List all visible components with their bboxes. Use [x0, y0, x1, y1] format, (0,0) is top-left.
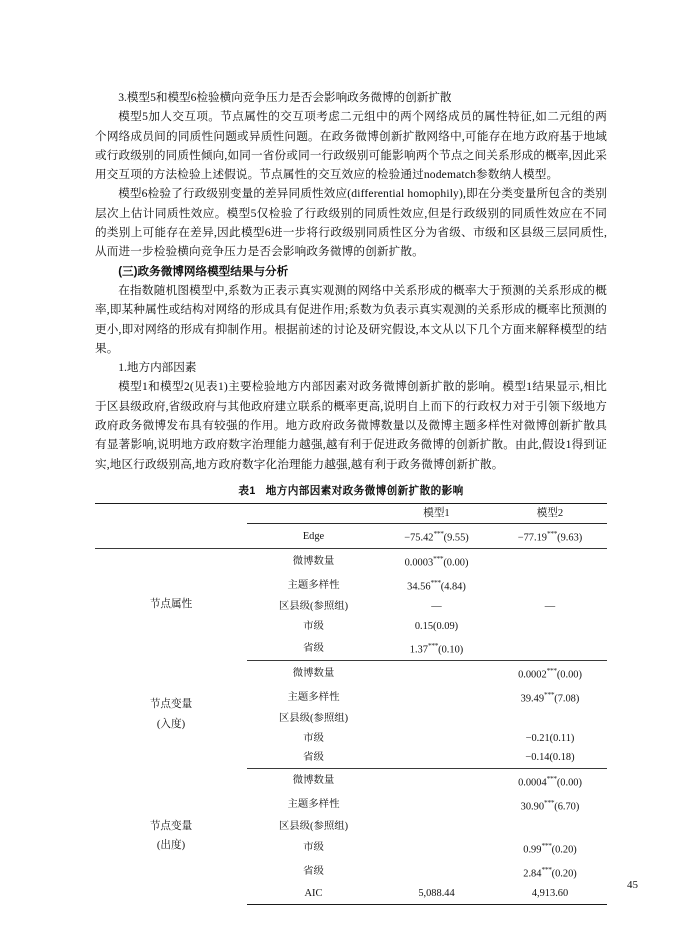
article-body [95, 88, 607, 905]
group-label-line2: (入度) [156, 718, 186, 730]
row-item-label: AIC [247, 884, 380, 904]
row-item-label: 市级 [303, 620, 324, 632]
row-model2-value: 4,913.60 [493, 884, 607, 904]
row-item-label: 区县级(参照组) [278, 820, 349, 832]
row-model1-value [380, 748, 493, 768]
row-model2-value: −0.14(0.18) [493, 748, 607, 768]
table-caption [95, 483, 607, 498]
row-model1-value [380, 817, 493, 837]
row-model2-value: 0.99***(0.20) [523, 841, 577, 856]
table-row [95, 661, 607, 685]
row-model1-value: −75.42***(9.55) [380, 524, 493, 549]
page-number: 45 [627, 879, 638, 891]
table-row [95, 524, 607, 549]
row-item-label: 区县级(参照组) [278, 713, 349, 725]
row-model2-value: 0.0002***(0.00) [518, 666, 582, 681]
row-item-label: 主题多样性 [287, 579, 340, 591]
row-model1-value [380, 685, 493, 709]
row-model1-value [380, 661, 493, 685]
row-group-cell [95, 768, 247, 904]
row-model1-value: 5,088.44 [380, 884, 493, 904]
row-model1-value: — [431, 601, 442, 613]
section-heading-3: 3.模型5和模型6检验横向竞争压力是否会影响政务微博的创新扩散 [118, 91, 452, 104]
row-model1-value [380, 793, 493, 817]
row-group-cell [95, 524, 247, 549]
row-model2-value [493, 549, 607, 573]
table-row [95, 549, 607, 573]
row-model2-value [493, 636, 607, 660]
row-model1-value [380, 836, 493, 860]
row-model1-value: 0.15(0.09) [414, 620, 459, 632]
row-item-label: 微博数量 [292, 667, 335, 679]
row-model1-value: 34.56***(4.84) [407, 578, 466, 593]
row-model2-value [493, 709, 607, 729]
paragraph-local-factors: 模型1和模型2(见表1)主要检验地方内部因素对政务微博创新扩散的影响。模型1结果显示,相比于区县级政府,省级政府与其他政府建立联系的概率更高,说明自上而下的行政权力对于引领下级地方政府政务微博发布具有较强的作用。地方政府政务微博数量以及微博主题多样性对微博创新扩散具有显著影响,说明地方政府数字治理能力越强,越有利于促进政务微博的创新扩散。由此,假设1得到证实,地区行政级别高,地方政府数字化治理能力越强,越有利于政务微博创新扩散。 [95, 380, 607, 471]
row-item-label: 主题多样性 [287, 691, 340, 703]
paragraph-ergm-coefficients: 在指数随机图模型中,系数为正表示真实观测的网络中关系形成的概率大于预测的关系形成的概率,即某种属性或结构对网络的形成具有促进作用;系数为负表示真实观测的关系形成的概率比预测的更小,即对网络的形成有抑制作用。根据前述的讨论及研究假设,本文从以下几个方面来解释模型的结果。 [95, 283, 607, 355]
section-heading-three: (三)政务微博网络模型结果与分析 [118, 264, 289, 278]
row-model1-value [380, 709, 493, 729]
row-item-label: 省级 [247, 636, 380, 660]
row-model1-value: 0.0003***(0.00) [404, 554, 469, 569]
row-item-label: Edge [247, 524, 380, 549]
group-label-line1: 节点变量 [149, 699, 193, 711]
row-item-label: 市级 [303, 732, 324, 744]
row-model2-value: 30.90***(6.70) [520, 797, 580, 813]
row-model2-value: — [544, 601, 556, 613]
row-model2-value: 39.49***(7.08) [520, 690, 580, 705]
row-item-label: 省级 [247, 748, 380, 768]
row-item-label: 微博数量 [292, 555, 335, 567]
row-item-label: 微博数量 [292, 774, 335, 786]
row-item-label: 市级 [303, 842, 324, 854]
row-model2-value [493, 573, 607, 597]
table-caption-number: 表1 [238, 484, 256, 497]
header-group-cell [95, 503, 247, 524]
row-item-label: 区县级(参照组) [278, 601, 349, 613]
table-header-row [95, 503, 607, 524]
results-table [95, 503, 607, 905]
group-label-line1: 节点变量 [149, 820, 193, 832]
row-model1-value [380, 729, 493, 749]
row-model1-value [380, 860, 493, 884]
row-group-cell [95, 661, 247, 768]
header-model1: 模型1 [380, 503, 493, 524]
group-label-line1: 节点属性 [149, 599, 193, 611]
row-model2-value [493, 817, 607, 837]
row-model1-value [380, 768, 493, 792]
row-model2-value [493, 617, 607, 637]
row-item-label: 主题多样性 [287, 798, 340, 810]
row-model2-value: −0.21(0.11) [525, 732, 575, 744]
row-group-cell [95, 549, 247, 661]
table-1-container [95, 483, 607, 905]
header-model2: 模型2 [493, 503, 607, 524]
group-label-line2: (出度) [156, 840, 186, 852]
table-row [95, 768, 607, 792]
row-model2-value: 2.84***(0.20) [523, 865, 577, 880]
paragraph-model6: 模型6检验了行政级别变量的差异同质性效应(differential homophily),即在分类变量所包含的类别层次上估计同质性效应。模型5仅检验了行政级别的同质性效应,但是行政级别的同质性效应在不同的类别上可能存在差异,因此模型6进一步将行政级别同质性区分为省级、市级和区县级三层同质性,从而进一步检验横向竞争压力是否会影响政务微博的创新扩散。 [95, 187, 607, 259]
paragraph-model5: 模型5加人交互项。节点属性的交互项考虑二元组中的两个网络成员的属性特征,如二元组的两个网络成员间的同质性问题或异质性问题。在政务微博创新扩散网络中,可能存在地方政府基于地域或行政级别的同质性倾向,如同一省份或同一行政级别可能影响两个节点之间关系形成的概率,因此采用交互项的方法检验上述假说。节点属性的交互效应的检验通过nodematch参数纳人模型。 [95, 110, 607, 182]
table-caption-title: 地方内部因素对政务微博创新扩散的影响 [265, 484, 464, 497]
row-model2-value: −77.19***(9.63) [493, 524, 607, 549]
row-model1-value: 1.37***(0.10) [380, 636, 493, 660]
header-item-cell [247, 503, 380, 524]
subsection-heading-1: 1.地方内部因素 [118, 361, 197, 375]
row-item-label: 省级 [303, 866, 324, 878]
row-model2-value: 0.0004***(0.00) [518, 773, 582, 789]
